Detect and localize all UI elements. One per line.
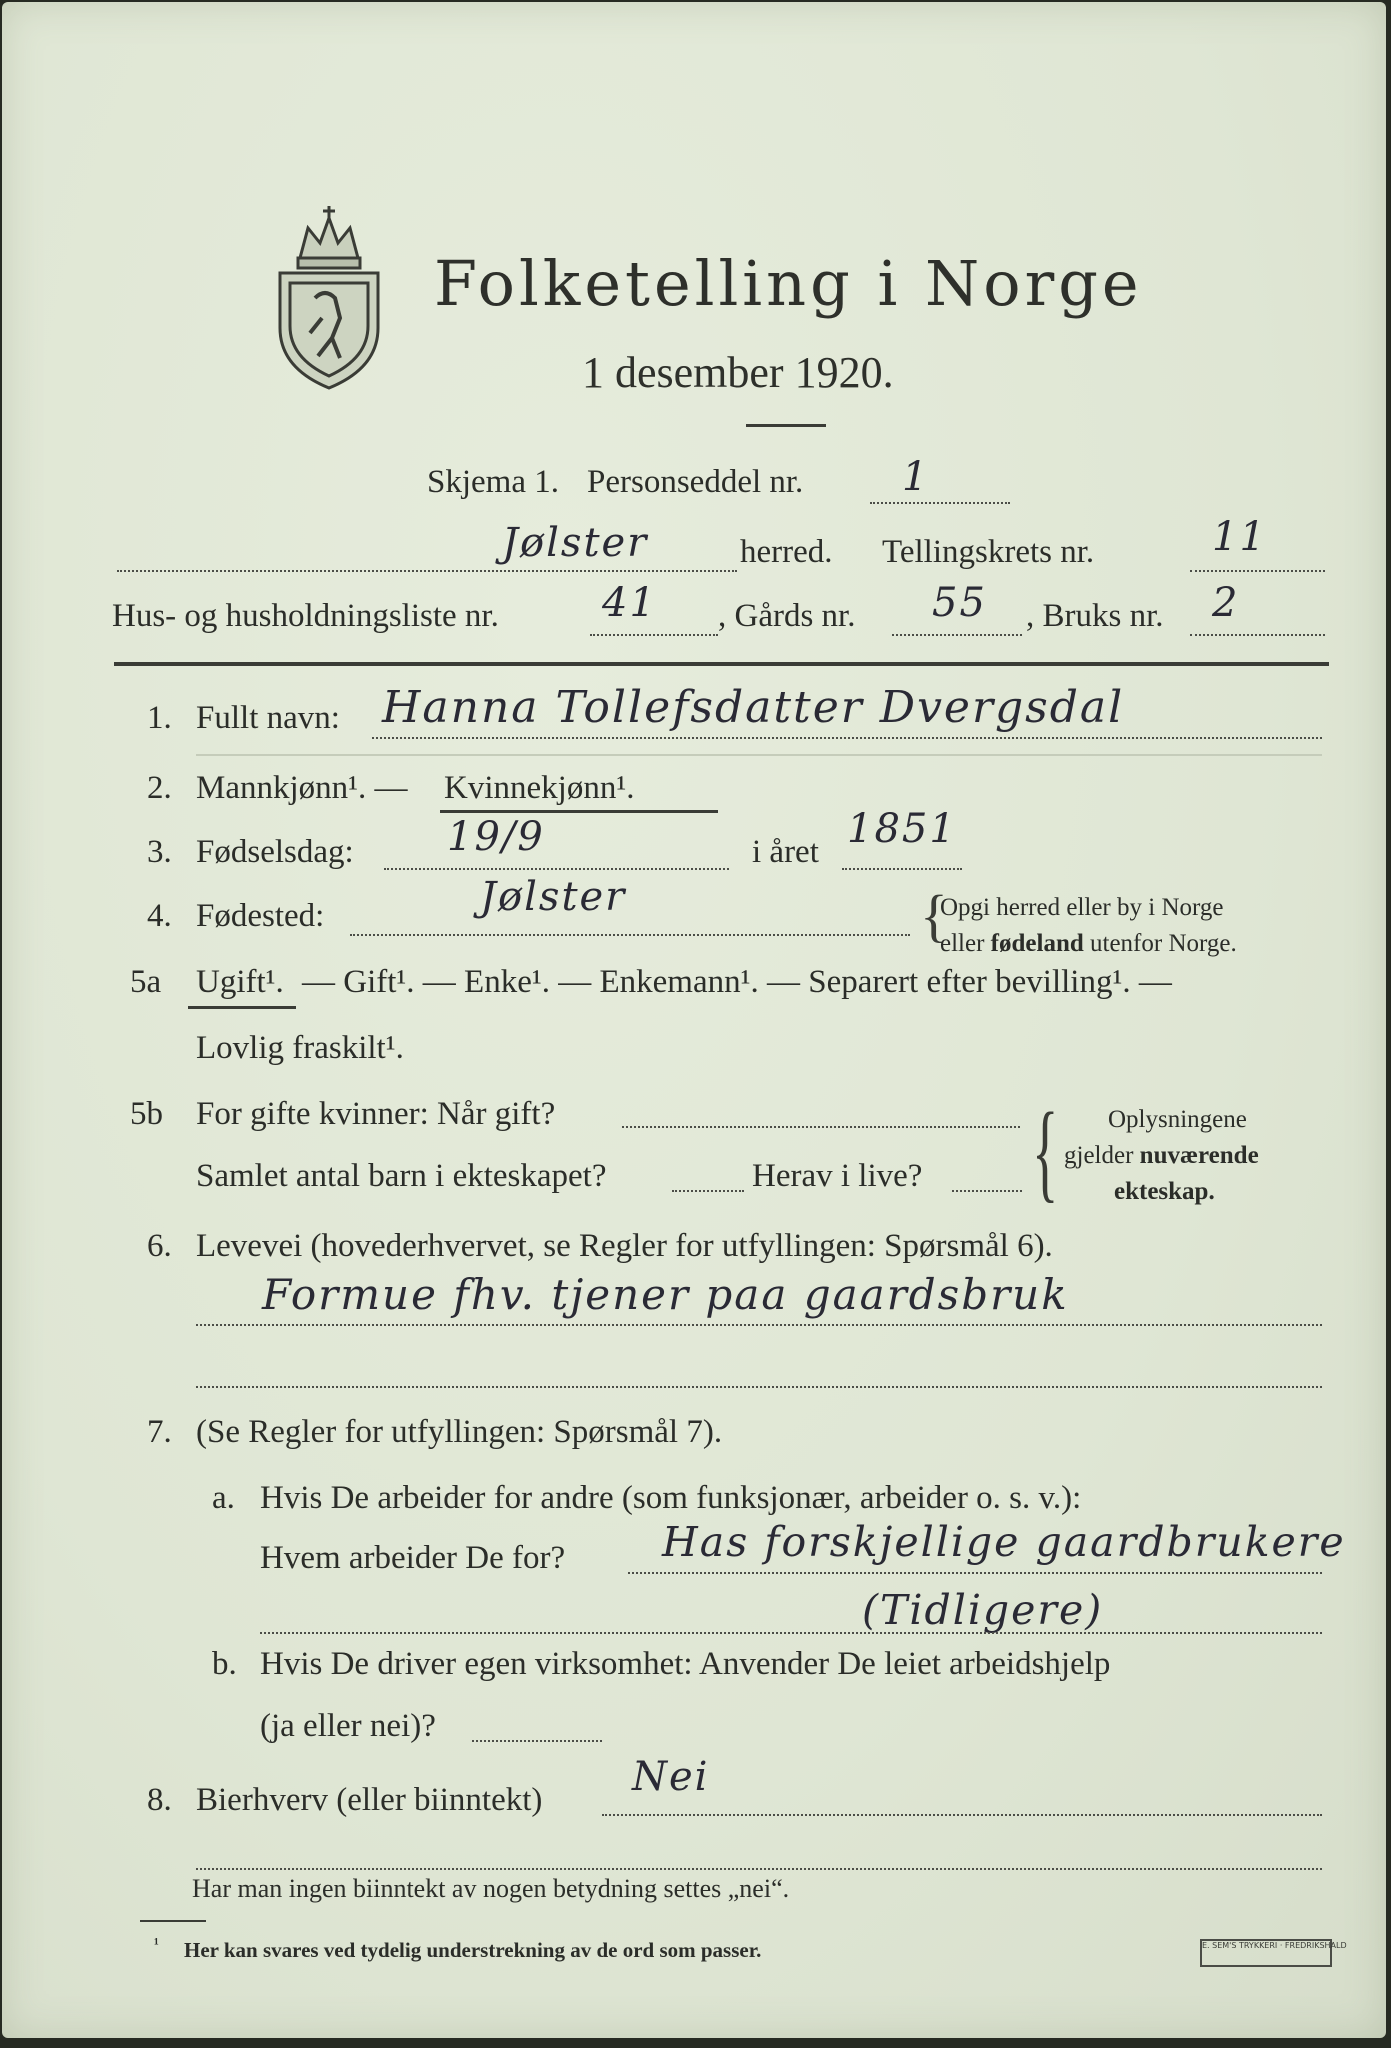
q4-line (350, 934, 910, 936)
personseddel-label: Personseddel nr. (587, 464, 804, 500)
q7a-line1 (628, 1572, 1322, 1574)
q5b-line3 (952, 1190, 1022, 1192)
bruks-label: , Bruks nr. (1026, 598, 1164, 634)
q1-value: Hanna Tollefsdatter Dvergsdal (382, 682, 1125, 733)
q1-line (372, 737, 1322, 739)
bruks-line (1190, 634, 1325, 636)
q5b-label3: Herav i live? (752, 1158, 923, 1194)
header-rule (114, 662, 1329, 666)
q5b-note-line2 (1064, 1142, 1259, 1170)
q5b-note-applies: gjelder (1064, 1142, 1140, 1169)
q6-line2 (196, 1386, 1322, 1388)
q7a-value-line2: (Tidligere) (862, 1586, 1104, 1634)
q5a-line2: Lovlig fraskilt¹. (196, 1030, 404, 1066)
q5b-label1: For gifte kvinner: Når gift? (196, 1096, 556, 1132)
printer-stamp: E. SEM'S TRYKKERI · FREDRIKSHALD (1200, 1939, 1332, 1967)
tellingskrets-line (1190, 570, 1325, 572)
census-date: 1 desember 1920. (582, 348, 894, 397)
q2-male: Mannkjønn¹. — (196, 770, 408, 806)
q3-value: 19/9 (447, 814, 545, 860)
personseddel-value: 1 (902, 454, 930, 500)
q3-label: Fødselsdag: (196, 834, 354, 870)
q7a-question: Hvem arbeider De for? (260, 1540, 566, 1576)
no-income-note: Har man ingen biinntekt av nogen betydning settes „nei“. (192, 1874, 790, 1903)
footnote-divider (140, 1920, 206, 1922)
footnote-text: Her kan svares ved tydelig understrekning av de ord som passer. (184, 1938, 762, 1962)
personseddel-line (870, 502, 1010, 504)
gards-label: , Gårds nr. (718, 598, 856, 634)
q5a-number: 5a (130, 964, 162, 1000)
q7-label: (Se Regler for utfyllingen: Spørsmål 7). (196, 1414, 723, 1450)
tellingskrets-value: 11 (1212, 514, 1267, 560)
q4-label: Fødested: (196, 898, 325, 934)
bruks-value: 2 (1212, 580, 1240, 626)
gards-line (892, 634, 1022, 636)
q4-note-or: eller (940, 930, 991, 957)
q4-note-line1: Opgi herred eller by i Norge (940, 894, 1224, 921)
q5b-note-line1: Oplysningene (1108, 1106, 1247, 1133)
q3-line (384, 868, 729, 870)
census-form-page (2, 2, 1386, 2038)
hus-label: Hus- og husholdningsliste nr. (112, 598, 499, 634)
q8-line2 (196, 1868, 1322, 1870)
footnote-mark: ¹ (154, 1936, 159, 1953)
skjema-label: Skjema 1. (427, 464, 559, 500)
q4-number: 4. (147, 898, 172, 934)
q7-number: 7. (147, 1414, 172, 1450)
q8-value: Nei (632, 1754, 710, 1800)
q5a-ugift-underline (188, 1006, 296, 1009)
q7b-line (472, 1740, 602, 1742)
herred-label: herred. (740, 534, 833, 570)
q5b-line2 (672, 1190, 744, 1192)
q4-note-fodeland: fødeland (990, 930, 1084, 957)
title-divider (746, 424, 826, 427)
q6-line1 (196, 1324, 1322, 1326)
q8-line1 (602, 1814, 1322, 1816)
q7b-label: Hvis De driver egen virksomhet: Anvender De leiet arbeidshjelp (260, 1646, 1111, 1682)
q5b-note-line3: ekteskap. (1114, 1178, 1215, 1205)
q6-number: 6. (147, 1228, 172, 1264)
herred-line (117, 570, 737, 572)
q7a-label: Hvis De arbeider for andre (som funksjonær, arbeider o. s. v.): (260, 1480, 1082, 1516)
q8-number: 8. (147, 1782, 172, 1818)
q6-label: Levevei (hovederhvervet, se Regler for utfyllingen: Spørsmål 6). (196, 1228, 1053, 1264)
form-title: Folketelling i Norge (434, 247, 1143, 320)
norwegian-coat-of-arms-icon (270, 188, 388, 390)
q1-faint-line (196, 754, 1322, 756)
q7a-number: a. (212, 1480, 235, 1516)
q5b-line1 (622, 1126, 1020, 1128)
q5b-label2: Samlet antal barn i ekteskapet? (196, 1158, 607, 1194)
q3-year-value: 1851 (847, 806, 957, 852)
q7b-number: b. (212, 1646, 237, 1682)
q8-label: Bierhverv (eller biinntekt) (196, 1782, 543, 1818)
q5a-options: — Gift¹. — Enke¹. — Enkemann¹. — Separert efter bevilling¹. — (302, 964, 1172, 1000)
q3-year-label: i året (752, 834, 819, 870)
q6-value: Formue fhv. tjener paa gaardsbruk (262, 1270, 1069, 1319)
q5a-ugift: Ugift¹. (196, 964, 284, 1000)
q7a-line2 (260, 1632, 1322, 1634)
hus-line (590, 634, 718, 636)
q5b-number: 5b (130, 1096, 163, 1132)
q2-female: Kvinnekjønn¹. (444, 770, 635, 806)
q4-brace: { (920, 883, 948, 948)
q4-value: Jølster (480, 874, 627, 920)
q7b-question: (ja eller nei)? (260, 1708, 436, 1744)
q4-note-line2 (940, 930, 1237, 958)
q5b-note-current: nuværende (1139, 1142, 1259, 1169)
q1-number: 1. (147, 700, 172, 736)
q2-underline (440, 810, 718, 813)
q3-year-line (842, 868, 962, 870)
q1-label: Fullt navn: (196, 700, 340, 736)
q5b-brace: { (1032, 1090, 1059, 1212)
q3-number: 3. (147, 834, 172, 870)
gards-value: 55 (932, 580, 987, 626)
tellingskrets-label: Tellingskrets nr. (882, 534, 1095, 570)
herred-value: Jølster (502, 520, 649, 566)
q7a-value: Has forskjellige gaardbrukere (662, 1518, 1346, 1566)
q4-note-outside: utenfor Norge. (1083, 930, 1237, 957)
q2-number: 2. (147, 770, 172, 806)
hus-value: 41 (602, 580, 657, 626)
